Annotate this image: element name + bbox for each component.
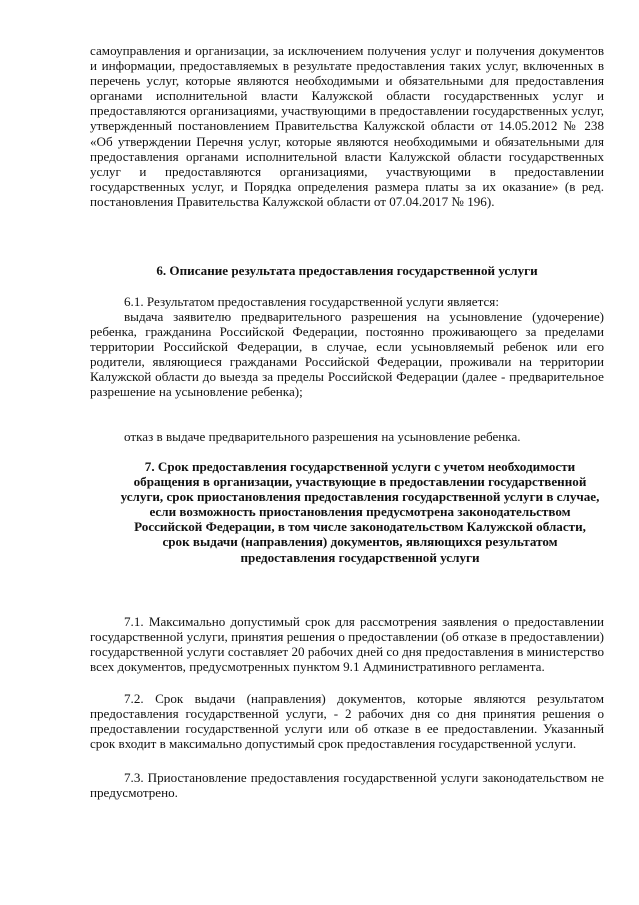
intro-paragraph: самоуправления и организации, за исключением получения услуг и получения документов и информации, предоставляемых в результате предоставления таких услуг, включенных в перечень услуг, которые являются необходимыми и обязательными для предоставления органами исполнительной власти Калужской области государственных услуг и предоставляются организациями, участвующими в предоставлении государственных услуг, утвержденный постановлением Правительства Калужской области от 14.05.2012 № 238 «Об утверждении Перечня услуг, которые являются необходимыми и обязательными для предоставления органами исполнительной власти Калужской области государственных услуг и предоставляются организациями, участвующими в предоставлении государственных услуг, и Порядка определения размера платы за их оказание» (в ред. постановления Правительства Калужской области от 07.04.2017 № 196). — [90, 43, 604, 209]
section-7-heading: 7. Срок предоставления государственной услуги с учетом необходимости обращения в организации, участвующие в предоставлении государственной услуги, срок приостановления предоставления государственной услуги в случае, если возможность приостановления предусмотрена законодательством Российской Федерации, в том числе законодательством Калужской области, срок выдачи (направления) документов, являющихся результатом предоставления государственной услуги — [120, 459, 600, 565]
paragraph-7-3: 7.3. Приостановление предоставления государственной услуги законодательством не предусмотрено. — [90, 770, 604, 801]
section-6-heading: 6. Описание результата предоставления государственной услуги — [156, 263, 538, 278]
paragraph-7-2: 7.2. Срок выдачи (направления) документов, которые являются результатом предоставления государственной услуги, - 2 рабочих дня со дня принятия решения о предоставлении государственной услуги или об отказе в ее предоставлении. Указанный срок входит в максимально допустимый срок предоставления государственной услуги. — [90, 691, 604, 752]
paragraph-6-1-a: выдача заявителю предварительного разрешения на усыновление (удочерение) ребенка, гражданина Российской Федерации, постоянно проживающего за пределами территории Российской Федерации, в случае, если усыновляемый ребенок или его родители, являющиеся гражданами Российской Федерации, проживали на территории Калужской области до выезда за пределы Российской Федерации (далее - предварительное разрешение на усыновление ребенка); — [90, 309, 604, 400]
paragraph-6-1: 6.1. Результатом предоставления государственной услуги является: — [124, 294, 499, 309]
paragraph-6-1-b: отказ в выдаче предварительного разрешения на усыновление ребенка. — [124, 429, 521, 444]
paragraph-7-1: 7.1. Максимально допустимый срок для рассмотрения заявления о предоставлении государственной услуги, принятия решения о предоставлении (об отказе в предоставлении) государственной услуги составляет 20 рабочих дней со дня предоставления в министерство всех документов, предусмотренных пунктом 9.1 Административного регламента. — [90, 614, 604, 675]
